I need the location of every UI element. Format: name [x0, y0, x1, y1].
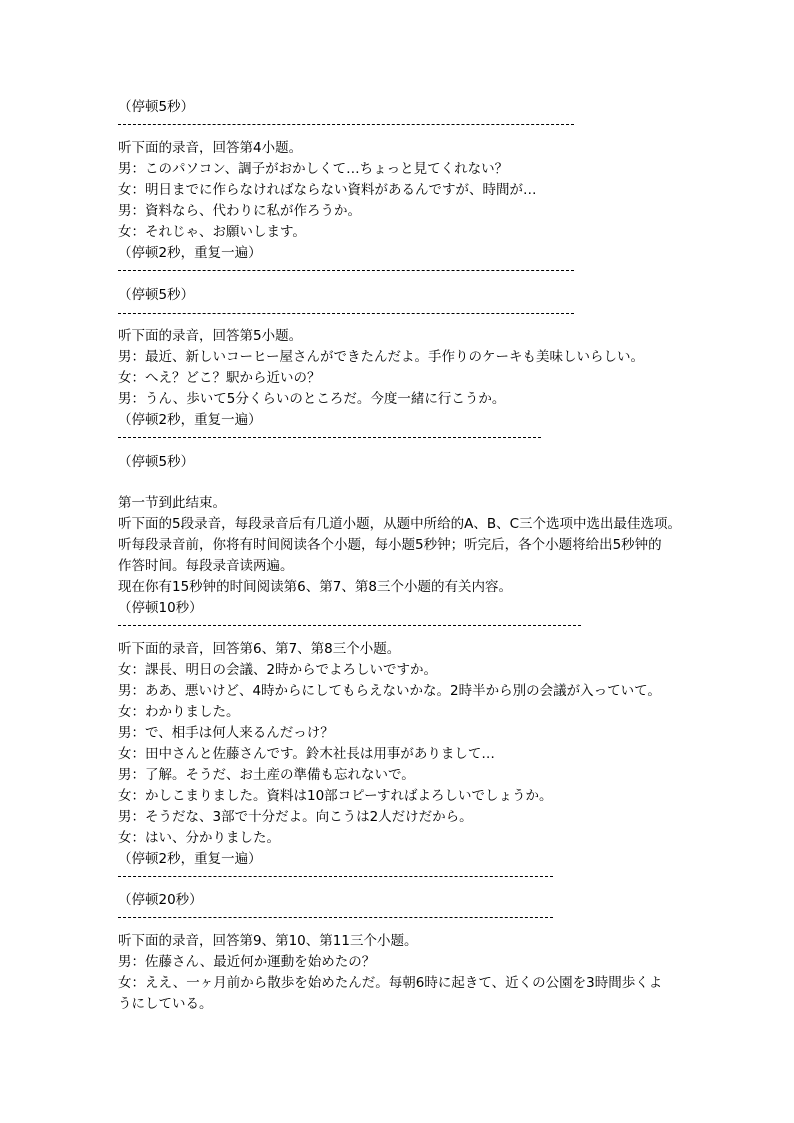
question-instruction: 听下面的录音，回答第9、第10、第11三个小题。: [118, 933, 418, 949]
dialogue-line: 男：ああ、悪いけど、4時からにしてもらえないかな。2時半から別の会議が入っていて。: [118, 683, 661, 699]
instruction-text: 听下面的5段录音，每段录音后有几道小题，从题中所给的A、B、C三个选项中选出最佳选项。: [118, 516, 682, 532]
instruction-text: 听每段录音前，你将有时间阅读各个小题，每小题5秒钟；听完后，各个小题将给出5秒钟的: [118, 537, 662, 553]
question-instruction: 听下面的录音，回答第5小题。: [118, 328, 303, 344]
dialogue-line: 男：うん、歩いて5分くらいのところだ。今度一緒に行こうか。: [118, 391, 506, 407]
pause-note: （停顿20秒）: [118, 892, 203, 908]
dialogue-line: 男：資料なら、代わりに私が作ろうか。: [118, 203, 361, 219]
pause-note: （停顿5秒）: [118, 287, 195, 303]
separator: [118, 124, 574, 125]
separator: [118, 876, 553, 877]
dialogue-line: 女：わかりました。: [118, 704, 240, 720]
dialogue-line: 女：明日までに作らなければならない資料があるんですが、時間が…: [118, 182, 537, 198]
dialogue-line: 男：このパソコン、調子がおかしくて…ちょっと見てくれない？: [118, 161, 509, 177]
dialogue-line: 男：最近、新しいコーヒー屋さんができたんだよ。手作りのケーキも美味しいらしい。: [118, 349, 644, 365]
section-end: 第一节到此结束。: [118, 495, 226, 511]
separator: [118, 625, 581, 626]
separator: [118, 270, 574, 271]
dialogue-line: 男：で、相手は何人来るんだっけ？: [118, 725, 334, 741]
instruction-text: 现在你有15秒钟的时间阅读第6、第7、第8三个小题的有关内容。: [118, 579, 512, 595]
dialogue-line: 女：ええ、一ヶ月前から散歩を始めたんだ。每朝6時に起きて、近くの公園を3時間歩くよ: [118, 975, 663, 991]
question-instruction: 听下面的录音，回答第6、第7、第8三个小题。: [118, 641, 401, 657]
dialogue-line: 女：へえ？どこ？駅から近いの？: [118, 370, 321, 386]
dialogue-line: 女：はい、分かりました。: [118, 830, 280, 846]
separator: [118, 313, 574, 314]
separator: [118, 917, 553, 918]
instruction-text: 作答时间。每段录音读两遍。: [118, 558, 294, 574]
pause-note: （停顿2秒，重复一遍）: [118, 851, 262, 867]
dialogue-line: 女：田中さんと佐藤さんです。鈴木社長は用事がありまして…: [118, 746, 495, 762]
dialogue-line: 男：そうだな、3部で十分だよ。向こうは2人だけだから。: [118, 809, 473, 825]
pause-note: （停顿10秒）: [118, 600, 203, 616]
dialogue-line: 男：佐藤さん、最近何か運動を始めたの？: [118, 954, 376, 970]
pause-note: （停顿5秒）: [118, 454, 195, 470]
dialogue-line: 男：了解。そうだ、お土産の準備も忘れないで。: [118, 767, 415, 783]
question-instruction: 听下面的录音，回答第4小题。: [118, 140, 303, 156]
separator: [118, 437, 541, 438]
pause-note: （停顿2秒，重复一遍）: [118, 245, 262, 261]
dialogue-line: 女：課長、明日の会議、2時からでよろしいですか。: [118, 662, 437, 678]
pause-note: （停顿5秒）: [118, 99, 195, 115]
pause-note: （停顿2秒，重复一遍）: [118, 412, 262, 428]
dialogue-line-continued: うにしている。: [118, 996, 213, 1012]
dialogue-line: 女：それじゃ、お願いします。: [118, 224, 306, 240]
dialogue-line: 女：かしこまりました。資料は10部コピーすればよろしいでしょうか。: [118, 788, 553, 804]
